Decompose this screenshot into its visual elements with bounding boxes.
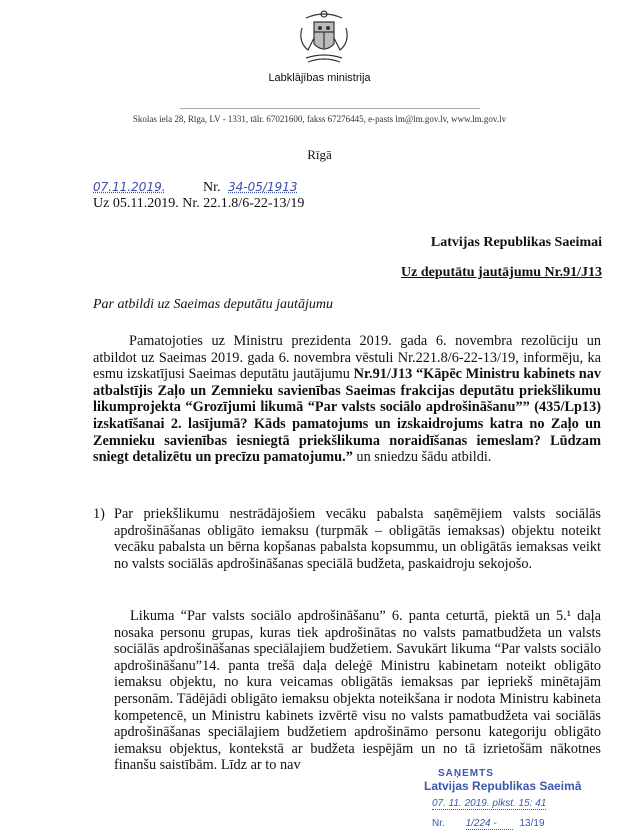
header-divider <box>180 108 480 109</box>
ministry-address: Skolas iela 28, Rīga, LV - 1331, tālr. 67021600, fakss 67276445, e-pasts lm@lm.gov.lv, www.lm.gov.lv <box>132 114 507 124</box>
intro-line: Par atbildi uz Saeimas deputātu jautājumu <box>93 297 333 312</box>
paragraph-1-text: Pamatojoties uz Ministru prezidenta 2019. gada 6. novembra rezolūciju un atbildot uz Saeimas 2019. gada 6. novembra vēstuli Nr.221.8/6-22-13/19, informēju, ka esmu izskatījusi Saeimas deputātu jautājumu <box>93 333 601 383</box>
addressee: Latvijas Republikas Saeimai <box>430 235 602 250</box>
reference-date-line <box>93 180 297 196</box>
stamp-organization: Latvijas Republikas Saeimā <box>424 779 582 793</box>
ministry-name: Labklājības ministrija <box>268 72 371 84</box>
stamp-received: SAŅEMTS <box>438 768 494 779</box>
coat-of-arms-icon <box>296 8 352 66</box>
stamp-nr-label: Nr. <box>432 818 445 829</box>
paragraph-1-end: un sniedzu šādu atbildi. <box>352 449 492 466</box>
stamp-date: 07. 11. 2019. plkst. 15: 41 <box>432 798 547 809</box>
received-stamp <box>424 768 620 834</box>
item-1-number: 1) <box>93 506 105 522</box>
reference-number: 34-05/1913 <box>228 180 298 194</box>
item-1-text: Par priekšlikumu nestrādājošiem vecāku pabalsta saņēmējiem valsts sociālās apdrošināšanas obligāto iemaksu (turpmāk – obligātās iemaksas) objektu noteikt vecāku pabalsta un bērna kopšanas pabalsta kopsummu, un obligātās iemaksas veikt no valsts sociālās apdrošināšanas speciālā budžeta, paskaidroju sekojošo. <box>114 506 601 572</box>
stamp-nr-value: 1/224 - <box>466 818 514 830</box>
reference-nr-label: Nr. <box>203 180 221 195</box>
paragraph-2: Likuma “Par valsts sociālo apdrošināšanu” 6. panta ceturtā, piektā un 5.¹ daļa nosaka personu grupas, kuras tiek apdrošinātas no valsts pamatbudžeta un valsts sociālās apdrošināšanas speciālajiem budžetiem. Savukārt likuma “Par valsts sociālo apdrošināšanu”14. panta trešā daļa deleģē Ministru kabinetam noteikt obligāto iemaksu objektu, no kura veicamas obligātās iemaksas par iepriekš minētajām personām. Tādējādi obligāto iemaksu objekta noteikšana ir nodota Ministru kabineta kompetencē, un Ministru kabinets izvērtē visu no valsts pamatbudžeta vai sociālās apdrošināšanas speciālajiem budžetiem apdrošināmo personu kategoriju obligāto iemaksu objektus, kontekstā ar budžeta iespējām un no tā izrietošām nākotnes finanšu saistībām. Līdz ar to nav <box>114 608 601 774</box>
reference-date: 07.11.2019. <box>93 180 166 194</box>
city: Rīgā <box>307 147 332 162</box>
paragraph-1-question: Nr.91/J13 “Kāpēc Ministru kabinets nav atbalstījis Zaļo un Zemnieku savienības Saeimas frakcijas deputātu priekšlikumu likumprojekta “Grozījumi likumā “Par valsts sociālo apdrošināšanu”” (435/Lp13) izskatīšanai 2. lasījumā? Kāds pamatojums un izskaidrojums katra no Zaļo un Zemnieku savienības iesniegtā priekšlikuma noraidīšanas iemeslam? Lūdzam sniegt detalizētu un precīzu pamatojumu.” <box>93 366 601 466</box>
stamp-number-line <box>432 818 545 829</box>
stamp-suffix: 13/19 <box>519 818 545 829</box>
paragraph-1 <box>93 333 601 466</box>
reference-uz-line: Uz 05.11.2019. Nr. 22.1.8/6-22-13/19 <box>93 196 305 211</box>
subject: Uz deputātu jautājumu Nr.91/J13 <box>401 265 602 280</box>
